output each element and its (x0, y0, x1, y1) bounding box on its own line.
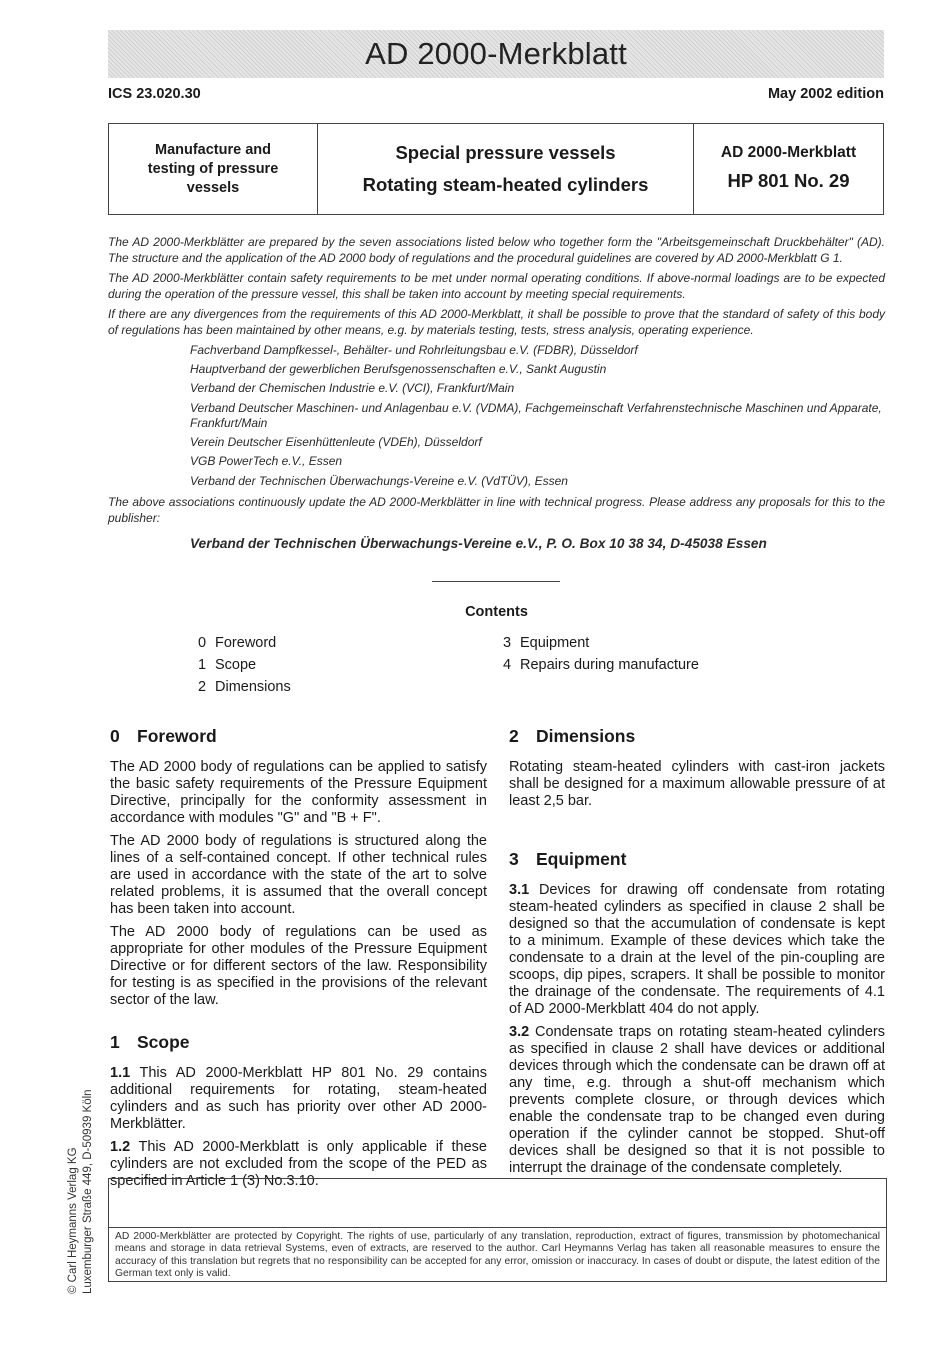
intro-block (108, 235, 885, 552)
section-number: 3 (509, 849, 519, 869)
toc-item[interactable] (198, 632, 291, 654)
document-title: AD 2000-Merkblatt (365, 36, 627, 71)
section-heading-equipment (509, 848, 885, 870)
section-title: Scope (137, 1032, 190, 1052)
section-number: 1 (110, 1032, 120, 1052)
toc-item[interactable] (198, 654, 291, 676)
equipment-clause (509, 882, 885, 1018)
ics-code: ICS 23.020.30 (108, 86, 201, 102)
toc-label: Repairs during manufacture (520, 657, 699, 673)
toc-number: 4 (503, 657, 512, 673)
toc-label: Dimensions (215, 679, 291, 695)
header-category-line: Manufacture and (154, 141, 271, 158)
toc-number: 0 (198, 635, 207, 651)
section-number: 2 (509, 726, 519, 746)
toc-item[interactable] (503, 632, 699, 654)
divider (432, 581, 560, 582)
toc-label: Scope (215, 657, 257, 673)
copyright-notice: AD 2000-Merkblätter are protected by Copyright. The rights of use, particularly of any translation, reproduction, extract of figures, transmission by photomechanical means and storage in data retrieval Systems, even of extracts, are reserved to the author. Carl Heymanns Verlag has taken all reasonable measures to ensure the accuracy of this translation but regrets that no responsibility can be accepted for any error, omission or inaccuracy. In cases of doubt or dispute, the latest edition of the German text only is valid. (109, 1227, 886, 1281)
intro-paragraph: The AD 2000-Merkblätter are prepared by the seven associations listed below who together form the "Arbeitsgemeinschaft Druckbehälter" (AD). The structure and the application of the AD 2000 body of regulations and the procedural guidelines are covered by AD 2000-Merkblatt G 1. (108, 235, 885, 265)
association-item: Verband Deutscher Maschinen- und Anlagenbau e.V. (VDMA), Fachgemeinschaft Verfahrenstechnische Maschinen und Apparate, Frankfurt/Main (190, 400, 882, 431)
association-item: VGB PowerTech e.V., Essen (190, 454, 343, 469)
toc-number: 1 (198, 657, 207, 673)
clause-number: 1.2 (110, 1139, 131, 1155)
publisher-side-note (66, 1034, 102, 1294)
section-heading-foreword (110, 725, 487, 747)
section-title: Equipment (536, 849, 627, 869)
header-number: HP 801 No. 29 (727, 170, 850, 191)
contents-title: Contents (465, 604, 528, 620)
right-column (509, 725, 885, 1183)
side-note-line: Luxemburger Straße 449, D-50939 Köln (82, 1089, 94, 1294)
foreword-paragraph: The AD 2000 body of regulations can be applied to satisfy the basic safety requirements of the Pressure Equipment Directive, principally for the conformity assessment in accordance with modules "G" and "B + F". (110, 759, 487, 826)
section-title: Foreword (137, 726, 217, 746)
header-category-line: testing of pressure (147, 160, 279, 177)
toc-item[interactable] (503, 654, 699, 676)
header-subject-line: Special pressure vessels (395, 142, 616, 163)
association-item: Verein Deutscher Eisenhüttenleute (VDEh), Düsseldorf (190, 435, 482, 450)
toc-right (503, 632, 699, 676)
left-column (110, 725, 487, 1196)
section-heading-dimensions (509, 725, 885, 747)
header-table (108, 123, 884, 215)
clause-number: 3.2 (509, 1024, 530, 1040)
clause-number: 3.1 (509, 882, 530, 898)
foreword-paragraph: The AD 2000 body of regulations is structured along the lines of a self-contained concept. If other technical rules are used in accordance with the state of the art to solve related problems, it is assumed that the overall concept has been taken into account. (110, 833, 487, 917)
header-category (109, 124, 318, 214)
intro-paragraph: If there are any divergences from the requirements of this AD 2000-Merkblatt, it shall be possible to prove that the standard of safety of this body of regulations has been maintained by other means, e.g. by materials testing, tests, stress analysis, operating experience. (108, 307, 885, 337)
dimensions-paragraph: Rotating steam-heated cylinders with cast-iron jackets shall be designed for a maximum allowable pressure of at least 2,5 bar. (509, 759, 885, 809)
toc-number: 3 (503, 635, 512, 651)
toc-left (198, 632, 291, 698)
clause-number: 1.1 (110, 1065, 131, 1081)
edition-date: May 2002 edition (767, 86, 884, 102)
scope-clause (110, 1065, 487, 1133)
clause-text: This AD 2000-Merkblatt is only applicable if these cylinders are not excluded from the scope of the PED as specified in Article 1 (3) No.3.10. (110, 1139, 487, 1189)
association-item: Fachverband Dampfkessel-, Behälter- und Rohrleitungsbau e.V. (FDBR), Düsseldorf (190, 343, 638, 357)
header-series: AD 2000-Merkblatt (720, 144, 857, 161)
title-banner (108, 30, 884, 78)
toc-item[interactable] (198, 676, 291, 698)
clause-text: This AD 2000-Merkblatt HP 801 No. 29 contains additional requirements for rotating, steam-heated cylinders and as such has priority over other AD 2000-Merkblätter. (110, 1065, 487, 1132)
toc-label: Foreword (215, 635, 277, 651)
clause-text: Devices for drawing off condensate from rotating steam-heated cylinders as specified in clause 2 shall be designed so that the accumulation of condensate is kept to a minimum. Example of these devices which take the condensate to a drain at the level of the pin-coupling are scoops, dip pipes, scrapers. It shall be possible to monitor the drainage of the condensate. The requirements of 4.1 of AD 2000-Merkblatt 404 do not apply. (509, 882, 885, 1017)
header-category-line: vessels (186, 179, 240, 196)
section-number: 0 (110, 726, 120, 746)
equipment-clause (509, 1024, 885, 1177)
association-item: Verband der Technischen Überwachungs-Vereine e.V. (VdTÜV), Essen (190, 473, 568, 488)
side-note-line: © Carl Heymanns Verlag KG (67, 1147, 79, 1294)
toc-label: Equipment (520, 635, 590, 651)
header-subject-line: Rotating steam-heated cylinders (362, 174, 649, 195)
association-item: Hauptverband der gewerblichen Berufsgenossenschaften e.V., Sankt Augustin (190, 362, 607, 377)
header-subject (318, 124, 694, 214)
intro-paragraph: The above associations continuously update the AD 2000-Merkblätter in line with technical progress. Please address any proposals for this to the publisher: (108, 495, 885, 525)
intro-paragraph: The AD 2000-Merkblätter contain safety requirements to be met under normal operating conditions. If above-normal loadings are to be expected during the operation of the pressure vessel, this shall be taken into account by meeting special requirements. (108, 271, 885, 301)
clause-text: Condensate traps on rotating steam-heated cylinders as specified in clause 2 shall have devices or additional devices through which the condensate can be drawn off at any time, e.g. through a shut-off mechanism which prevents complete closure, or through devices which enable the condensate trap to be changed even during operation if the cylinder cannot be stopped. Shut-off devices shall be designed so that it is not possible to interrupt the drainage of the condensate completely. (509, 1024, 886, 1176)
header-code (694, 124, 883, 214)
publisher-address: Verband der Technischen Überwachungs-Vereine e.V., P. O. Box 10 38 34, D-45038 Essen (190, 536, 767, 552)
foreword-paragraph: The AD 2000 body of regulations can be used as appropriate for other modules of the Pressure Equipment Directive or for different sectors of the law. Responsibility for testing is as specified in the provisions of the relevant sector of the law. (110, 924, 487, 1008)
toc-number: 2 (198, 679, 207, 695)
footer-box (108, 1178, 887, 1282)
section-title: Dimensions (536, 726, 636, 746)
association-list (190, 343, 885, 489)
section-heading-scope (110, 1031, 487, 1053)
association-item: Verband der Chemischen Industrie e.V. (VCI), Frankfurt/Main (190, 381, 515, 396)
